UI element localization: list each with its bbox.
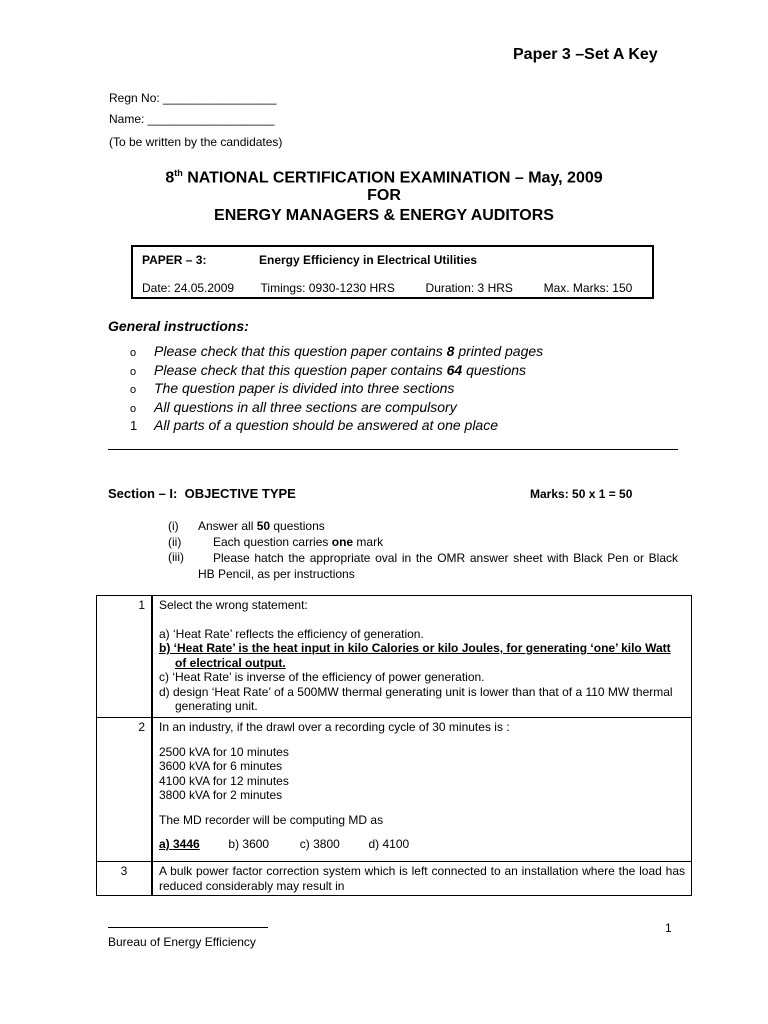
question-body bbox=[152, 862, 692, 896]
section-sub-num: (ii) bbox=[168, 535, 182, 549]
regn-no-field: Regn No: _________________ bbox=[109, 91, 277, 105]
question-stem: In an industry, if the drawl over a recording cycle of 30 minutes is : bbox=[159, 720, 510, 734]
questions-table bbox=[96, 595, 692, 896]
load-item: 4100 kVA for 12 minutes bbox=[159, 773, 289, 788]
load-item: 2500 kVA for 10 minutes bbox=[159, 744, 289, 759]
option-b-correct: b) ‘Heat Rate’ is the heat input in kilo Calories or kilo Joules, for generating ‘one’ kilo Watt of electrical output. bbox=[159, 641, 671, 670]
paper-label: PAPER – 3: bbox=[142, 253, 207, 267]
question-number: 2 bbox=[97, 718, 153, 862]
footer-org: Bureau of Energy Efficiency bbox=[108, 935, 256, 949]
section-heading: Section – I: OBJECTIVE TYPE bbox=[108, 486, 296, 501]
load-item: 3800 kVA for 2 minutes bbox=[159, 788, 283, 802]
option-c: c) ‘Heat Rate’ is inverse of the efficiency of power generation. bbox=[159, 670, 485, 684]
question-row bbox=[97, 862, 692, 896]
load-item: 3600 kVA for 6 minutes bbox=[159, 759, 283, 773]
instruction-item: o The question paper is divided into three sections bbox=[130, 380, 455, 396]
exam-for: FOR bbox=[367, 187, 401, 204]
section-sub-num: (iii) bbox=[168, 550, 184, 564]
paper-max-marks: Max. Marks: 150 bbox=[543, 281, 633, 295]
name-field: Name: ___________________ bbox=[109, 112, 275, 126]
general-instructions-heading: General instructions: bbox=[108, 318, 249, 334]
divider bbox=[108, 449, 678, 450]
option-a-correct: a) 3446 bbox=[159, 837, 200, 851]
paper-duration: Duration: 3 HRS bbox=[425, 281, 513, 295]
instruction-item: o Please check that this question paper contains 8 printed pages bbox=[130, 343, 544, 359]
instruction-item: o All questions in all three sections are compulsory bbox=[130, 399, 457, 415]
question-stem: A bulk power factor correction system which is left connected to an installation where the load has reduced considerably may result in bbox=[159, 864, 685, 893]
paper-details-row bbox=[142, 281, 632, 295]
instruction-item: o Please check that this question paper contains 64 questions bbox=[130, 362, 527, 378]
section-sub-text: Each question carries one mark bbox=[213, 535, 384, 549]
footer-rule bbox=[108, 927, 268, 928]
paper-subject: Energy Efficiency in Electrical Utilities bbox=[259, 253, 478, 267]
page-number: 1 bbox=[665, 921, 672, 935]
question-body bbox=[152, 718, 692, 862]
paper-key-title: Paper 3 –Set A Key bbox=[513, 46, 658, 63]
exam-title: 8th NATIONAL CERTIFICATION EXAMINATION – May, 2009 bbox=[165, 168, 603, 187]
question-stem: Select the wrong statement: bbox=[159, 598, 308, 612]
question-body bbox=[152, 596, 692, 718]
exam-audience: ENERGY MANAGERS & ENERGY AUDITORS bbox=[214, 207, 554, 224]
option-a: a) ‘Heat Rate’ reflects the efficiency of generation. bbox=[159, 626, 424, 641]
paper-date: Date: 24.05.2009 bbox=[142, 281, 235, 295]
section-sub-text: Answer all 50 questions bbox=[198, 519, 325, 533]
question-ask: The MD recorder will be computing MD as bbox=[159, 812, 384, 827]
section-sub-text: Please hatch the appropriate oval in the OMR answer sheet with Black Pen or Black HB Pencil, as per instructions bbox=[198, 551, 678, 581]
question-number: 3 bbox=[97, 862, 153, 896]
option-c: c) 3800 bbox=[299, 837, 340, 851]
question-row bbox=[97, 596, 692, 718]
section-sub-num: (i) bbox=[168, 519, 179, 533]
paper-timings: Timings: 0930-1230 HRS bbox=[260, 281, 395, 295]
question-number: 1 bbox=[97, 596, 153, 718]
question-row bbox=[97, 718, 692, 862]
instruction-item: 1 All parts of a question should be answered at one place bbox=[130, 417, 499, 433]
option-d: d) design ‘Heat Rate’ of a 500MW thermal generating unit is lower than that of a 110 MW thermal generating unit. bbox=[159, 684, 673, 713]
option-d: d) 4100 bbox=[368, 837, 410, 851]
paper-info-box bbox=[131, 245, 654, 299]
options-row bbox=[159, 837, 685, 852]
section-marks: Marks: 50 x 1 = 50 bbox=[530, 487, 633, 501]
option-b: b) 3600 bbox=[228, 837, 270, 851]
candidate-note: (To be written by the candidates) bbox=[109, 135, 283, 149]
